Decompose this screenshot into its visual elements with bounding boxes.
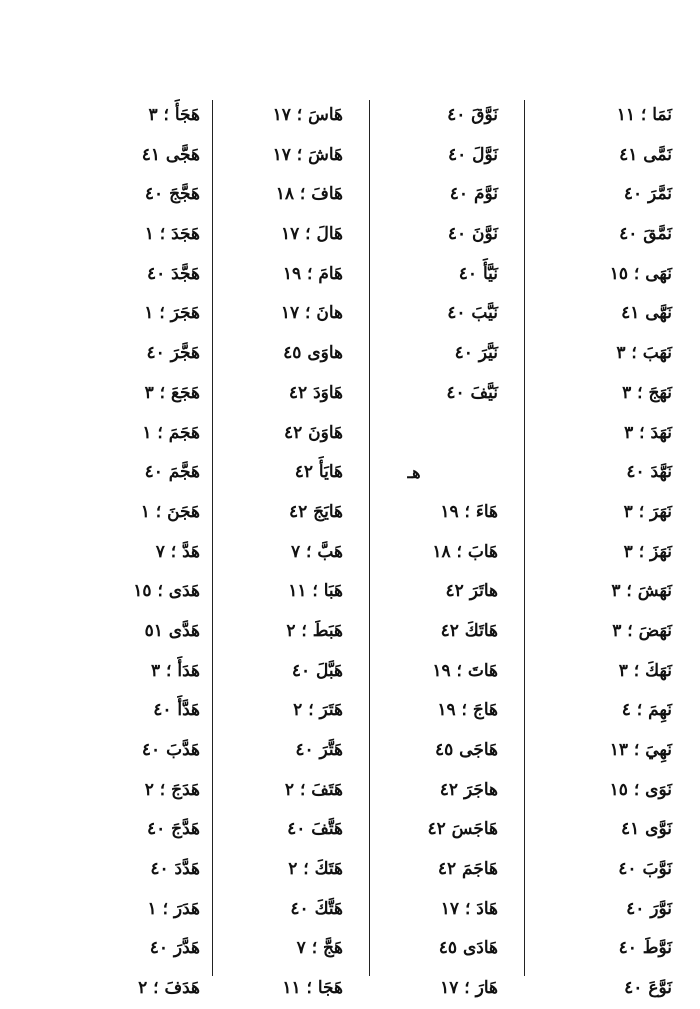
index-entry: نَوَّقَ ٤٠ <box>447 105 498 125</box>
index-entry: نَهَزَ ؛ ٣ <box>623 541 672 562</box>
index-entry: نَيَّرَ ٤٠ <box>454 343 498 364</box>
index-entry: هَجَنَ ؛ ١ <box>140 501 200 522</box>
index-entry: هَتَّرَ ٤٠ <box>295 740 343 760</box>
index-entry: نَهَرَ ؛ ٣ <box>623 501 672 522</box>
index-entry: هَدَى ؛ ١٥ <box>133 581 200 602</box>
index-entry: نَوَّلَ ٤٠ <box>447 144 498 165</box>
index-entry: هَالَ ؛ ١٧ <box>280 224 343 245</box>
index-entry: هَتَّفَ ٤٠ <box>287 819 343 840</box>
index-entry: نَهَدَ ؛ ٣ <box>624 422 672 443</box>
index-entry: نَهِمَ ؛ ٤ <box>621 700 672 721</box>
index-entry: نَهِيَ ؛ ١٣ <box>609 740 672 760</box>
index-entry: هَدَجَ ؛ ٢ <box>144 779 200 800</box>
index-entry: هَجَّى ٤١ <box>141 144 200 165</box>
index-entry: هَجَأَ ؛ ٣ <box>148 105 200 125</box>
index-entry: هَادَ ؛ ١٧ <box>440 898 498 919</box>
index-entry: هَاشَ ؛ ١٧ <box>272 144 343 165</box>
index-entry: هَجَّجَ ٤٠ <box>144 184 200 205</box>
index-entry: نَوَّعَ ٤٠ <box>624 978 672 999</box>
index-entry: هَادَى ٤٥ <box>438 938 498 959</box>
index-entry: هَاجَ ؛ ١٩ <box>437 700 498 721</box>
index-entry: هَبَا ؛ ١١ <box>288 581 343 602</box>
index-entry: هَاجَى ٤٥ <box>434 740 498 760</box>
index-entry: هَافَ ؛ ١٨ <box>275 184 343 205</box>
index-entry: هَامَ ؛ ١٩ <box>282 263 343 284</box>
index-entry: هَجَّ ؛ ٧ <box>296 938 343 959</box>
index-entry: هَتَفَ ؛ ٢ <box>284 779 343 800</box>
index-entry: هَجَدَ ؛ ١ <box>144 224 200 245</box>
index-entry: نَمَّى ٤١ <box>619 144 672 165</box>
index-entry: هَاتَ ؛ ١٩ <box>432 660 498 681</box>
index-entry: هَتَكَ ؛ ٢ <box>288 859 343 880</box>
index-entry: هَدَّجَ ٤٠ <box>146 819 200 840</box>
index-entry: هَبَّلَ ٤٠ <box>291 660 343 681</box>
section-letter-heading: هـ <box>407 463 421 483</box>
index-entry: هاوَى ٤٥ <box>283 343 343 364</box>
index-entry: هَابَ ؛ ١٨ <box>432 541 498 562</box>
index-entry: هَدَأَ ؛ ٣ <box>151 660 200 681</box>
index-entry: هَاوَنَ ٤٢ <box>283 422 343 443</box>
index-entry: هَدَّبَ ٤٠ <box>141 740 200 760</box>
index-entry: هَجَّرَ ٤٠ <box>146 343 200 364</box>
index-entry: هَجَّمَ ٤٠ <box>144 462 200 483</box>
index-entry: هَايَأَ ٤٢ <box>294 462 343 483</box>
index-entry: نَوَى ؛ ١٥ <box>609 779 672 800</box>
index-column-1 <box>507 96 672 1009</box>
index-column-3 <box>215 96 343 1009</box>
index-entry: هانَ ؛ ١٧ <box>280 303 343 324</box>
index-entry: هَاتَكَ ٤٢ <box>440 620 498 641</box>
index-entry: نَوَّنَ ٤٠ <box>447 224 498 245</box>
index-entry: نَيَّبَ ٤٠ <box>447 303 498 324</box>
index-column-2 <box>330 96 498 1009</box>
index-entry: نَهَّى ٤١ <box>621 303 672 324</box>
index-entry: هَدَفَ ؛ ٢ <box>138 978 200 999</box>
index-entry: نَهَّدَ ٤٠ <box>626 462 672 483</box>
index-entry: هَايَجَ ٤٢ <box>288 501 343 522</box>
index-entry: هَتَّكَ ٤٠ <box>290 898 343 919</box>
index-entry: هَتَرَ ؛ ٢ <box>293 700 343 721</box>
index-entry: نَهَجَ ؛ ٣ <box>622 382 672 403</box>
index-entry: نَوَّطَ ٤٠ <box>618 938 672 959</box>
index-entry: هَدَّى ٥١ <box>144 620 200 641</box>
index-entry: نَوَّبَ ٤٠ <box>618 859 672 880</box>
index-entry: هَدَّأَ ٤٠ <box>153 700 200 721</box>
index-entry: هَجَّدَ ٤٠ <box>146 263 200 284</box>
index-entry: هَجَرَ ؛ ١ <box>144 303 200 324</box>
index-entry: نَمَّقَ ٤٠ <box>619 224 672 245</box>
index-entry: هَجَا ؛ ١١ <box>282 978 343 999</box>
index-entry: هَبَطَ ؛ ٢ <box>286 620 343 641</box>
index-entry: هَارَ ؛ ١٧ <box>440 978 498 999</box>
index-entry: نَيَّأَ ٤٠ <box>458 263 498 284</box>
index-entry: نَهَكَ ؛ ٣ <box>618 660 672 681</box>
index-entry: هَجَمَ ؛ ١ <box>142 422 200 443</box>
column-divider <box>524 100 525 976</box>
index-entry: هاجَرَ ٤٢ <box>439 779 498 800</box>
index-entry: نَهَضَ ؛ ٣ <box>612 620 672 641</box>
column-divider <box>212 100 213 976</box>
column-divider <box>369 100 370 976</box>
index-entry: نَهَبَ ؛ ٣ <box>616 343 672 364</box>
index-entry: هَبَّ ؛ ٧ <box>290 541 343 562</box>
index-entry: هاتَرَ ٤٢ <box>445 581 498 602</box>
index-entry: هَاوَدَ ٤٢ <box>288 382 343 403</box>
index-entry: هَجَعَ ؛ ٣ <box>144 382 200 403</box>
index-entry: نَوَّمَ ٤٠ <box>449 184 498 205</box>
index-entry: نَوَّى ٤١ <box>620 819 672 840</box>
index-entry: هَاجَسَ ٤٢ <box>427 819 498 840</box>
index-entry: هَاسَ ؛ ١٧ <box>272 105 343 125</box>
index-entry: هَدَرَ ؛ ١ <box>147 898 200 919</box>
index-entry: هَاءَ ؛ ١٩ <box>440 501 498 522</box>
index-column-4 <box>30 96 200 1009</box>
index-entry: نَهَشَ ؛ ٣ <box>611 581 672 602</box>
index-entry: هَاجَمَ ٤٢ <box>437 859 498 880</box>
index-entry: نَوَّرَ ٤٠ <box>626 898 672 919</box>
index-entry: نَيَّفَ ٤٠ <box>446 382 498 403</box>
index-entry: نَهَى ؛ ١٥ <box>609 263 672 284</box>
index-entry: نَمَا ؛ ١١ <box>616 105 672 125</box>
index-entry: هَدَّدَ ٤٠ <box>150 859 200 880</box>
index-entry: هَدَّ ؛ ٧ <box>155 541 200 562</box>
index-entry: نَمَّرَ ٤٠ <box>623 184 672 205</box>
index-entry: هَدَّرَ ٤٠ <box>149 938 200 959</box>
